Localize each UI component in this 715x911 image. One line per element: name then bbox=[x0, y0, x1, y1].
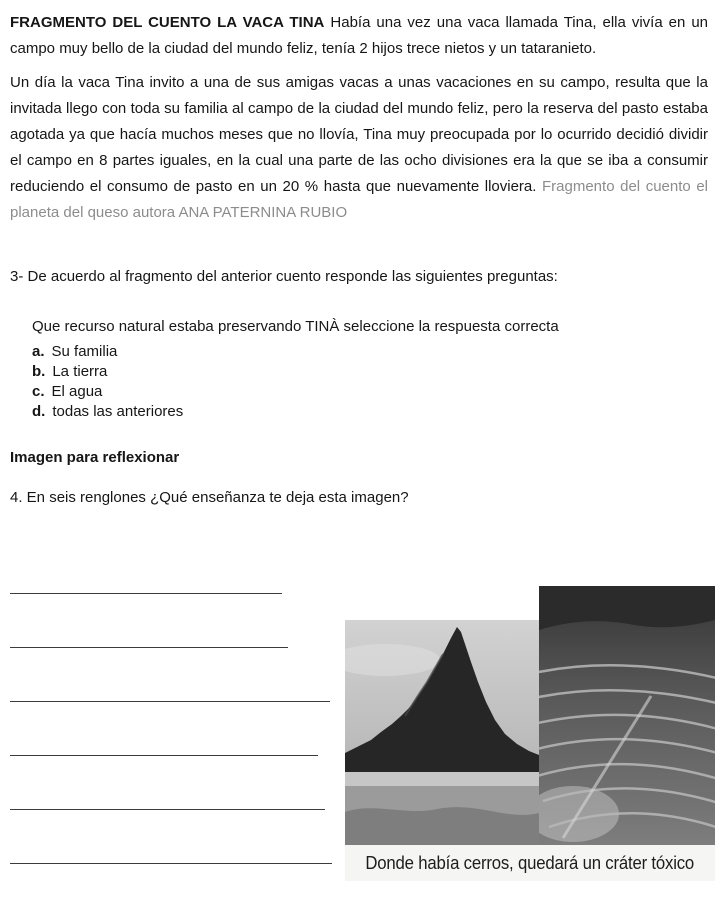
worksheet-text-column bbox=[10, 10, 708, 508]
answer-line bbox=[10, 647, 288, 648]
answer-line bbox=[10, 701, 330, 702]
answer-line bbox=[10, 593, 282, 594]
option-a bbox=[32, 342, 708, 362]
option-d bbox=[32, 402, 708, 422]
option-a-letter: a. bbox=[32, 343, 45, 360]
answer-line bbox=[10, 863, 332, 864]
photo-caption bbox=[345, 845, 715, 881]
option-b-letter: b. bbox=[32, 363, 46, 380]
answer-lines-block bbox=[10, 593, 332, 911]
answer-line bbox=[10, 809, 325, 810]
story-paragraph-2 bbox=[10, 70, 708, 226]
story-citation: Fragmento del cuento el planeta del queso autora ANA PATERNINA RUBIO bbox=[10, 178, 708, 221]
option-b-text: La tierra bbox=[52, 363, 108, 380]
story-title: FRAGMENTO DEL CUENTO LA VACA TINA bbox=[10, 14, 325, 31]
question-3-text: 3- De acuerdo al fragmento del anterior cuento responde las siguientes preguntas: bbox=[10, 268, 558, 285]
option-d-text: todas las anteriores bbox=[52, 403, 184, 420]
option-d-letter: d. bbox=[32, 403, 46, 420]
story-paragraph-1-text: Había una vez una vaca llamada Tina, ella vivía en un campo muy bello de la ciudad del mundo feliz, tenía 2 hijos trece nietos y un tataranieto. bbox=[10, 14, 709, 57]
option-c-letter: c. bbox=[32, 383, 45, 400]
option-c bbox=[32, 382, 708, 402]
answer-line bbox=[10, 755, 318, 756]
story-paragraph-1 bbox=[10, 10, 708, 62]
image-section-heading: Imagen para reflexionar bbox=[10, 449, 180, 466]
question-3-prompt: Que recurso natural estaba preservando TINÀ seleccione la respuesta correcta bbox=[32, 318, 559, 335]
option-a-text: Su familia bbox=[51, 343, 118, 360]
story-paragraph-2-text: Un día la vaca Tina invito a una de sus amigas vacas a unas vacaciones en su campo, resulta que la invitada llego con toda su familia al campo de la ciudad del mundo feliz, pero la reserva del pasto estaba agotada ya que hacía muchos meses que no llovía, Tina muy preocupada por lo ocurrido decidió dividir el campo en 8 partes iguales, en la cual una parte de las ocho divisiones era la que se iba a consumir reduciendo el consumo de pasto en un 20 % hasta que nuevamente lloviera. bbox=[10, 74, 708, 195]
mountain-cerro-photo bbox=[345, 620, 539, 845]
option-c-text: El agua bbox=[51, 383, 103, 400]
reflection-photo bbox=[345, 586, 715, 881]
option-b bbox=[32, 362, 708, 382]
open-pit-mine-crater-photo bbox=[539, 586, 715, 845]
photo-caption-text: Donde había cerros, quedará un cráter tóxico bbox=[365, 852, 695, 873]
question-4-text: 4. En seis renglones ¿Qué enseñanza te deja esta imagen? bbox=[10, 489, 409, 506]
